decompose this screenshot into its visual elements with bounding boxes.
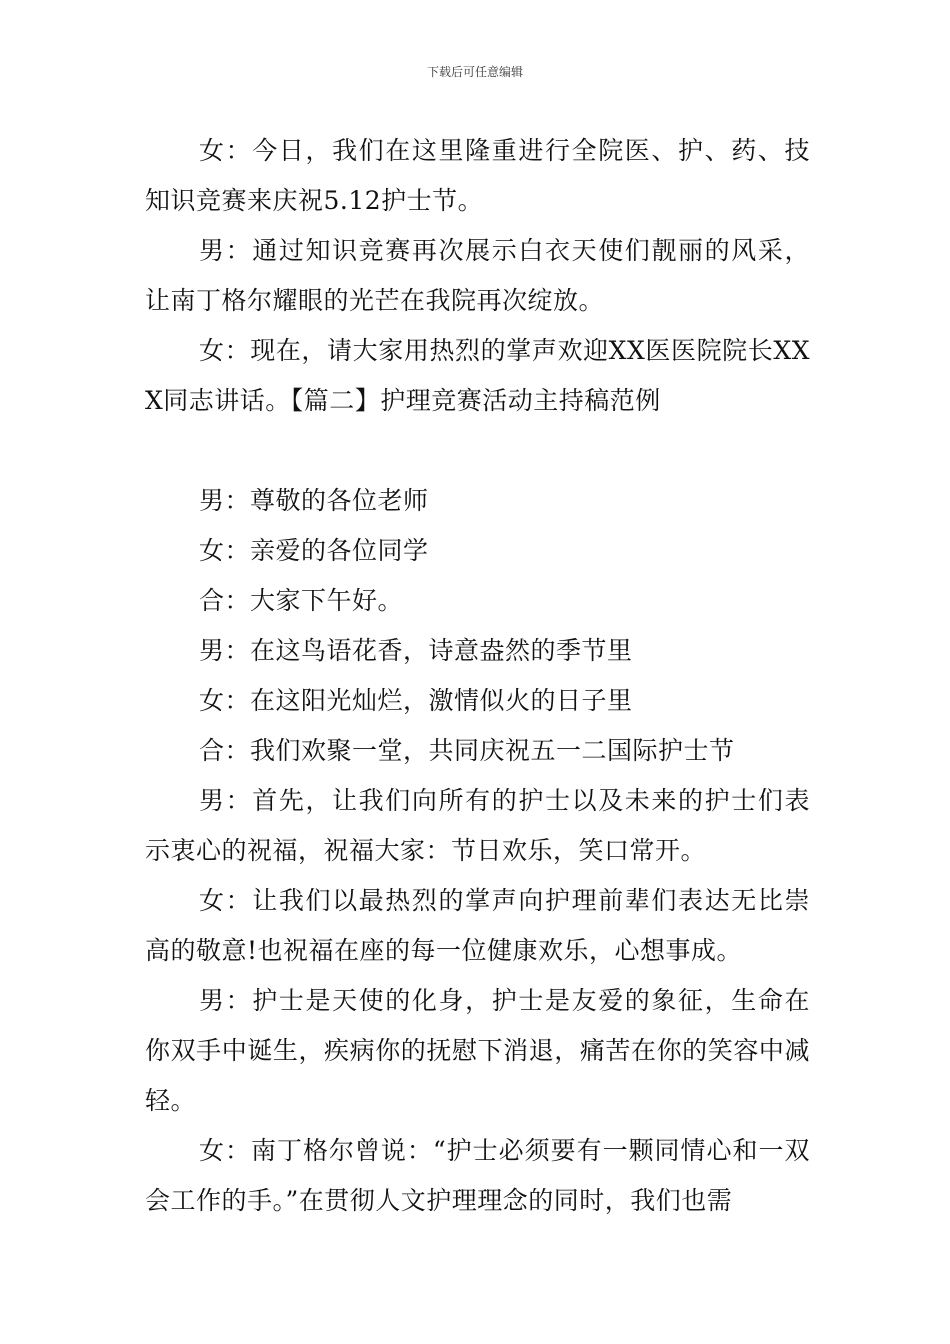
paragraph: 男：在这鸟语花香，诗意盎然的季节里 — [199, 636, 633, 665]
document-body — [145, 126, 810, 1226]
paragraph: 女：现在，请大家用热烈的掌声欢迎XX医医院院长XXX同志讲话。【篇二】护理竞赛活动主持稿范例 — [145, 336, 810, 415]
paragraph: 女：南丁格尔曾说：“护士必须要有一颗同情心和一双会工作的手。”在贯彻人文护理理念的同时，我们也需 — [145, 1136, 810, 1215]
paragraph: 男：护士是天使的化身，护士是友爱的象征，生命在你双手中诞生，疾病你的抚慰下消退，痛苦在你的笑容中减轻。 — [145, 986, 810, 1115]
paragraph: 女：亲爱的各位同学 — [199, 536, 429, 565]
paragraph: 女：让我们以最热烈的掌声向护理前辈们表达无比崇高的敬意!也祝福在座的每一位健康欢乐，心想事成。 — [145, 886, 810, 965]
paragraph-gap — [145, 426, 810, 476]
paragraph: 女：今日，我们在这里隆重进行全院医、护、药、技知识竞赛来庆祝5.12护士节。 — [145, 136, 810, 215]
paragraph: 女：在这阳光灿烂，激情似火的日子里 — [199, 686, 633, 715]
paragraph: 合：我们欢聚一堂，共同庆祝五一二国际护士节 — [199, 736, 735, 765]
paragraph: 男：尊敬的各位老师 — [199, 486, 429, 515]
paragraph: 合：大家下午好。 — [199, 586, 404, 615]
paragraph: 男：通过知识竞赛再次展示白衣天使们靓丽的风采，让南丁格尔耀眼的光芒在我院再次绽放。 — [145, 236, 810, 315]
paragraph: 男：首先，让我们向所有的护士以及未来的护士们表示衷心的祝福，祝福大家：节日欢乐，笑口常开。 — [145, 786, 810, 865]
page-header: 下载后可任意编辑 — [426, 65, 523, 79]
